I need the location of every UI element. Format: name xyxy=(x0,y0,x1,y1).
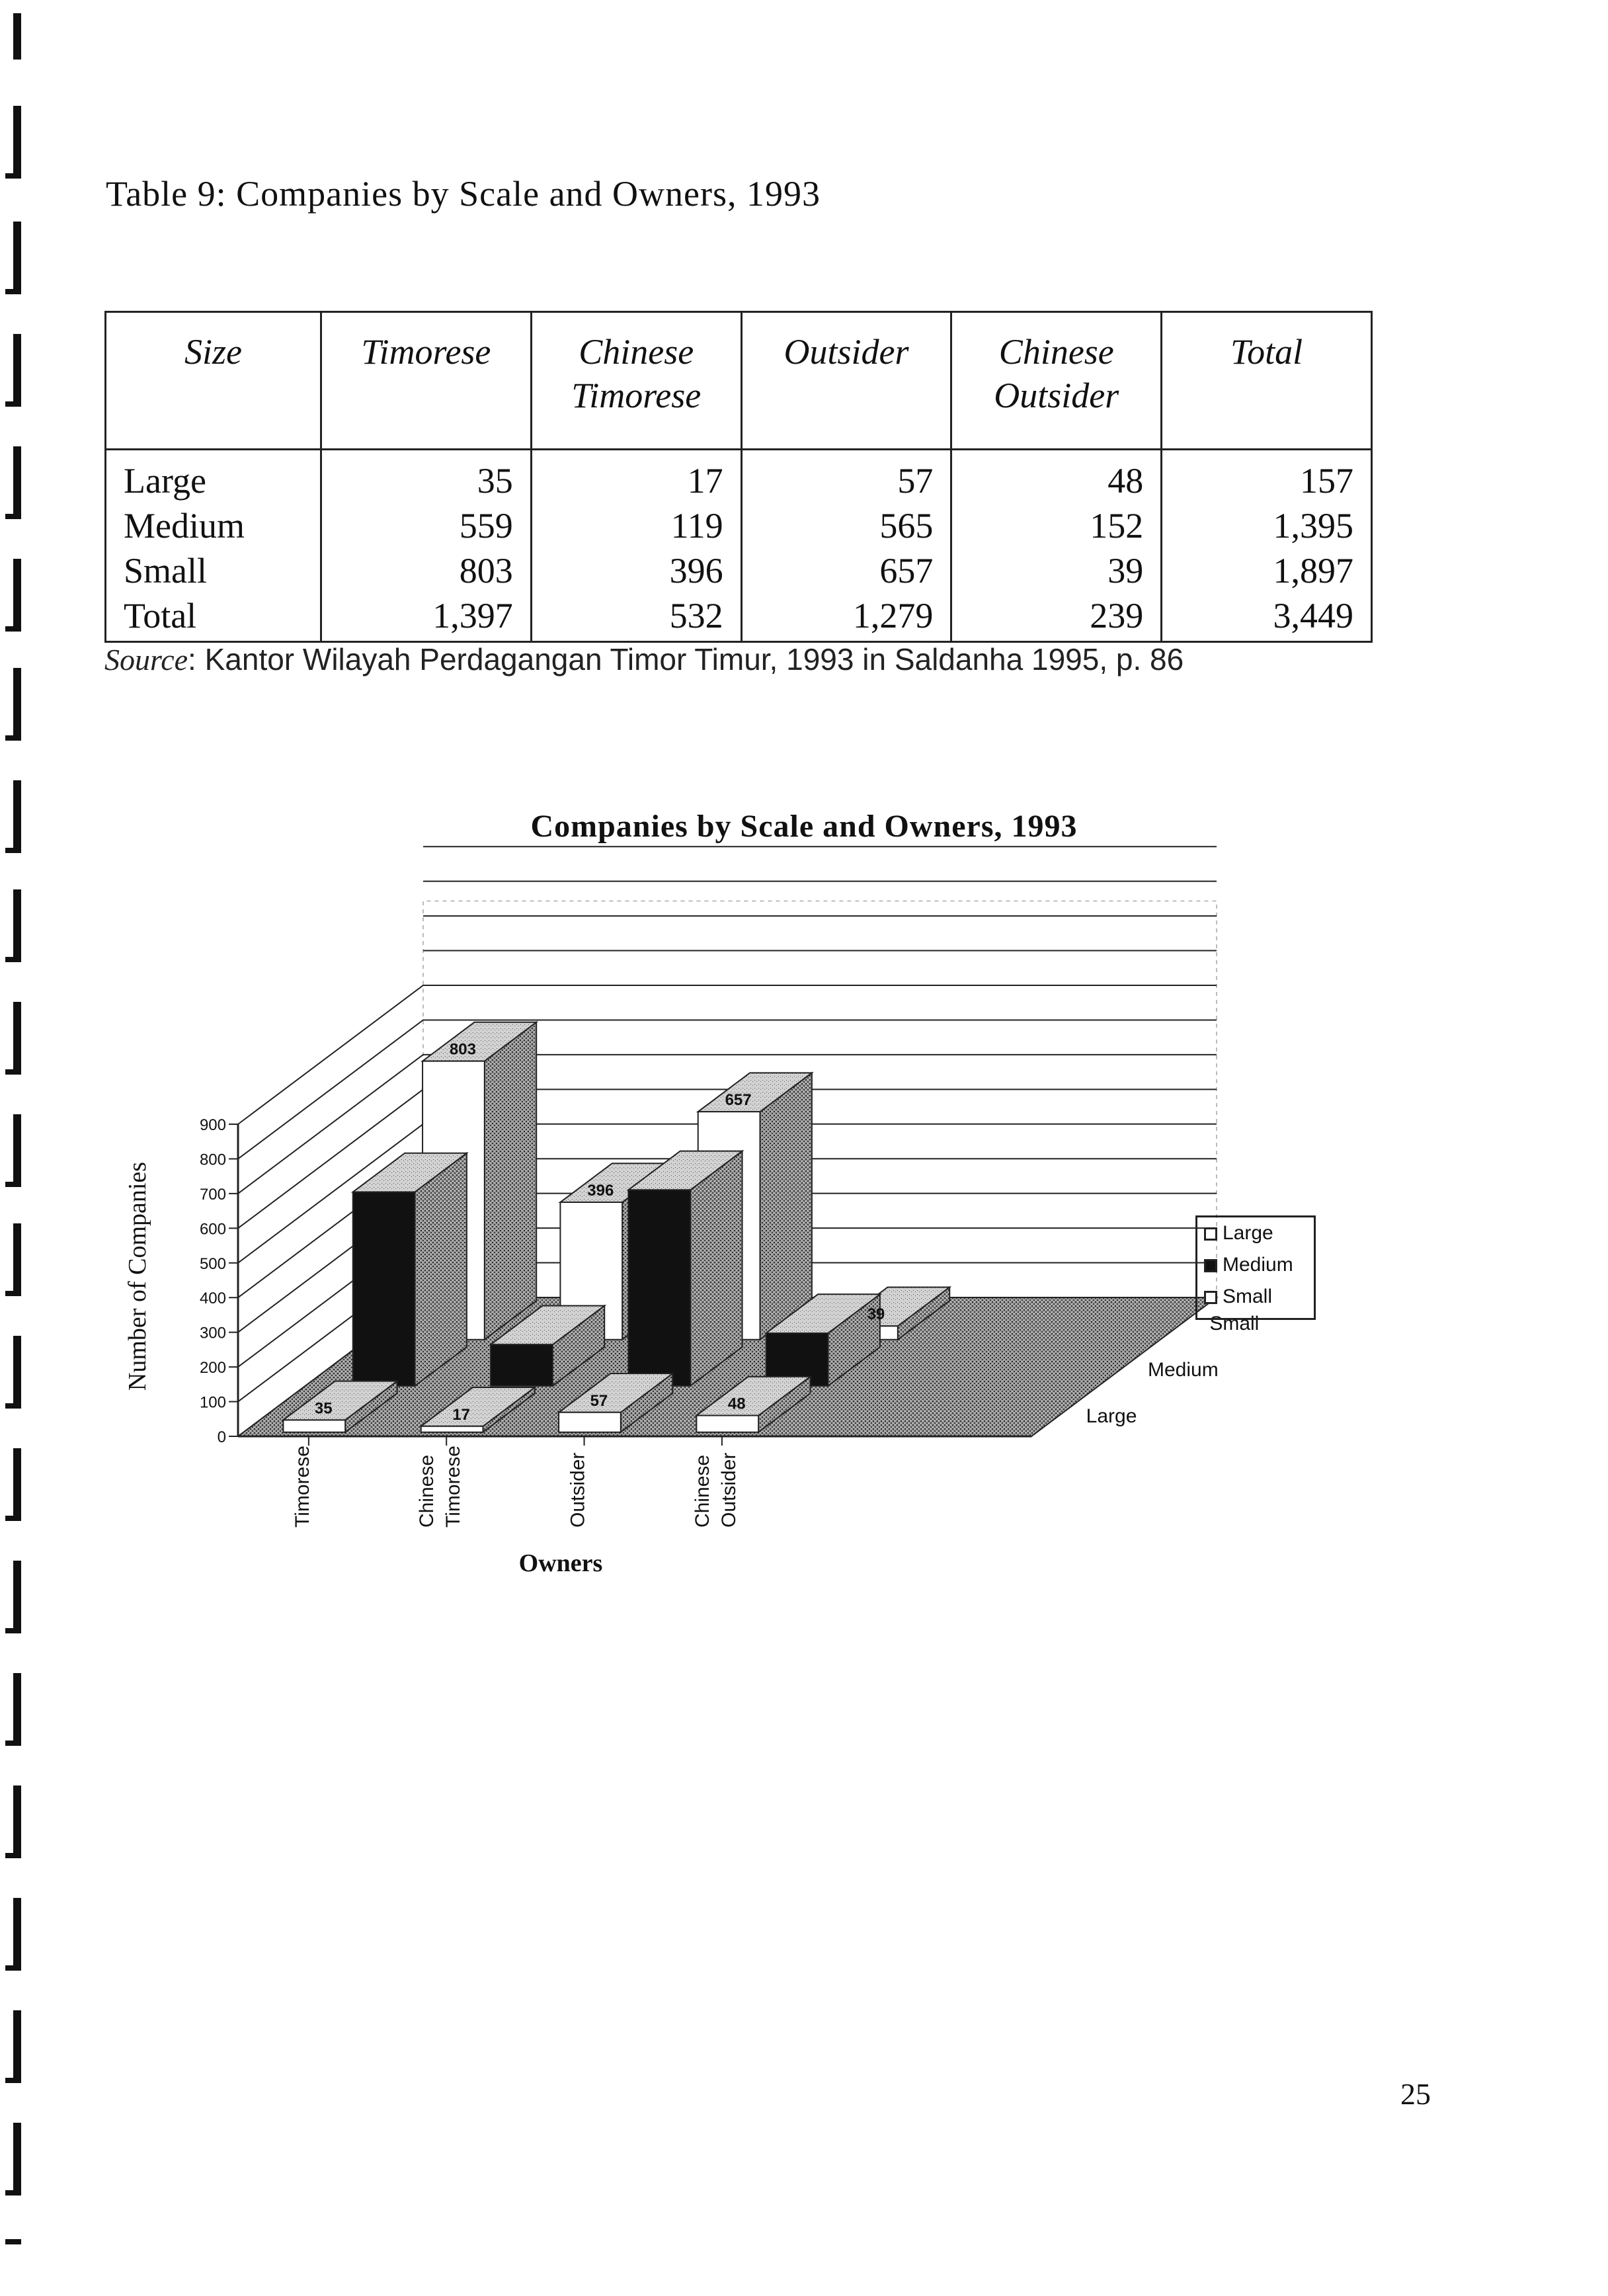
bar-front xyxy=(696,1416,758,1432)
row-label: Large xyxy=(106,450,321,504)
x-tick-line: Timorese xyxy=(442,1446,465,1528)
table-cell: 565 xyxy=(741,503,951,548)
bar-side xyxy=(690,1151,742,1386)
table-cell: 1,279 xyxy=(741,593,951,642)
x-tick-label xyxy=(692,1453,740,1528)
bar-front xyxy=(283,1420,345,1432)
table-cell: 1,897 xyxy=(1162,548,1372,593)
column-header: Timorese xyxy=(321,312,532,450)
table-cell: 17 xyxy=(531,450,741,504)
y-tick-label: 500 xyxy=(199,1254,226,1273)
table-title: Table 9: Companies by Scale and Owners, 1993 xyxy=(106,174,821,214)
column-header: Outsider xyxy=(741,312,951,450)
bar-front xyxy=(421,1426,483,1432)
chart-legend xyxy=(1195,1215,1316,1320)
y-tick-label: 400 xyxy=(199,1290,226,1308)
column-header: Total xyxy=(1162,312,1372,450)
series-axis-label: Medium xyxy=(1148,1359,1219,1381)
data-label: 657 xyxy=(725,1091,752,1110)
row-label: Total xyxy=(106,593,321,642)
bar-front xyxy=(628,1190,690,1385)
column-header: Size xyxy=(106,312,321,450)
x-tick-line: Outsider xyxy=(567,1452,589,1528)
table-cell: 239 xyxy=(951,593,1162,642)
row-label: Medium xyxy=(106,503,321,548)
table-cell: 57 xyxy=(741,450,951,504)
x-tick-line: Timorese xyxy=(291,1446,313,1528)
source-label: Source xyxy=(104,643,188,676)
bar-medium xyxy=(353,1153,467,1386)
legend-swatch xyxy=(1204,1227,1217,1241)
data-label: 803 xyxy=(449,1040,476,1059)
legend-item xyxy=(1197,1217,1314,1249)
page-number: 25 xyxy=(1400,2077,1431,2111)
legend-swatch xyxy=(1204,1291,1217,1304)
x-tick-label xyxy=(416,1446,464,1528)
table-cell: 35 xyxy=(321,450,532,504)
bar-side xyxy=(760,1073,811,1339)
bar-front xyxy=(353,1192,415,1386)
source-text: : Kantor Wilayah Perdagangan Timor Timur, 1993 in Saldanha 1995, p. 86 xyxy=(188,642,1184,676)
data-label: 396 xyxy=(587,1182,614,1200)
bar-medium xyxy=(628,1151,742,1386)
table-cell: 157 xyxy=(1162,450,1372,504)
legend-item xyxy=(1197,1249,1314,1281)
bar-side xyxy=(415,1153,466,1386)
chart-title: Companies by Scale and Owners, 1993 xyxy=(530,809,1078,844)
y-tick-label: 0 xyxy=(217,1428,226,1446)
bar-front xyxy=(559,1413,621,1432)
table-cell: 559 xyxy=(321,503,532,548)
data-label: 17 xyxy=(452,1405,470,1424)
table-cell: 3,449 xyxy=(1162,593,1372,642)
y-tick-label: 200 xyxy=(199,1359,226,1377)
table-cell: 803 xyxy=(321,548,532,593)
legend-swatch xyxy=(1204,1259,1217,1272)
data-label: 39 xyxy=(867,1305,885,1324)
y-tick-label: 700 xyxy=(199,1185,226,1204)
y-tick-label: 900 xyxy=(199,1116,226,1134)
y-tick-label: 600 xyxy=(199,1220,226,1239)
y-tick-label: 100 xyxy=(199,1393,226,1412)
x-axis-title: Owners xyxy=(518,1549,603,1577)
bar-front xyxy=(491,1344,553,1385)
table-cell: 396 xyxy=(531,548,741,593)
bar-side xyxy=(485,1022,536,1340)
legend-label: Small xyxy=(1223,1286,1273,1307)
data-label: 48 xyxy=(727,1395,746,1413)
table-cell: 1,395 xyxy=(1162,503,1372,548)
table-cell: 39 xyxy=(951,548,1162,593)
chart-back-wall xyxy=(423,901,1217,1297)
legend-label: Medium xyxy=(1223,1254,1293,1276)
row-label: Small xyxy=(106,548,321,593)
data-label: 57 xyxy=(590,1391,608,1410)
x-tick-label xyxy=(567,1453,589,1528)
y-tick-label: 300 xyxy=(199,1324,226,1342)
table-cell: 152 xyxy=(951,503,1162,548)
x-tick-line: Chinese xyxy=(691,1454,713,1528)
y-axis-title: Number of Companies xyxy=(124,1161,151,1391)
table-cell: 119 xyxy=(531,503,741,548)
column-header: Chinese Timorese xyxy=(531,312,741,450)
table-cell: 48 xyxy=(951,450,1162,504)
table-cell: 1,397 xyxy=(321,593,532,642)
table-cell: 657 xyxy=(741,548,951,593)
x-tick-line: Outsider xyxy=(717,1452,740,1528)
column-header: Chinese Outsider xyxy=(951,312,1162,450)
legend-label: Large xyxy=(1223,1222,1273,1244)
data-label: 35 xyxy=(314,1399,333,1418)
y-tick-label: 800 xyxy=(199,1151,226,1169)
table-cell: 532 xyxy=(531,593,741,642)
x-tick-label xyxy=(292,1446,313,1528)
series-axis-label: Large xyxy=(1086,1405,1137,1427)
legend-item xyxy=(1197,1281,1314,1313)
x-tick-line: Chinese xyxy=(416,1454,438,1528)
series-axis-label: Small xyxy=(1209,1313,1260,1334)
